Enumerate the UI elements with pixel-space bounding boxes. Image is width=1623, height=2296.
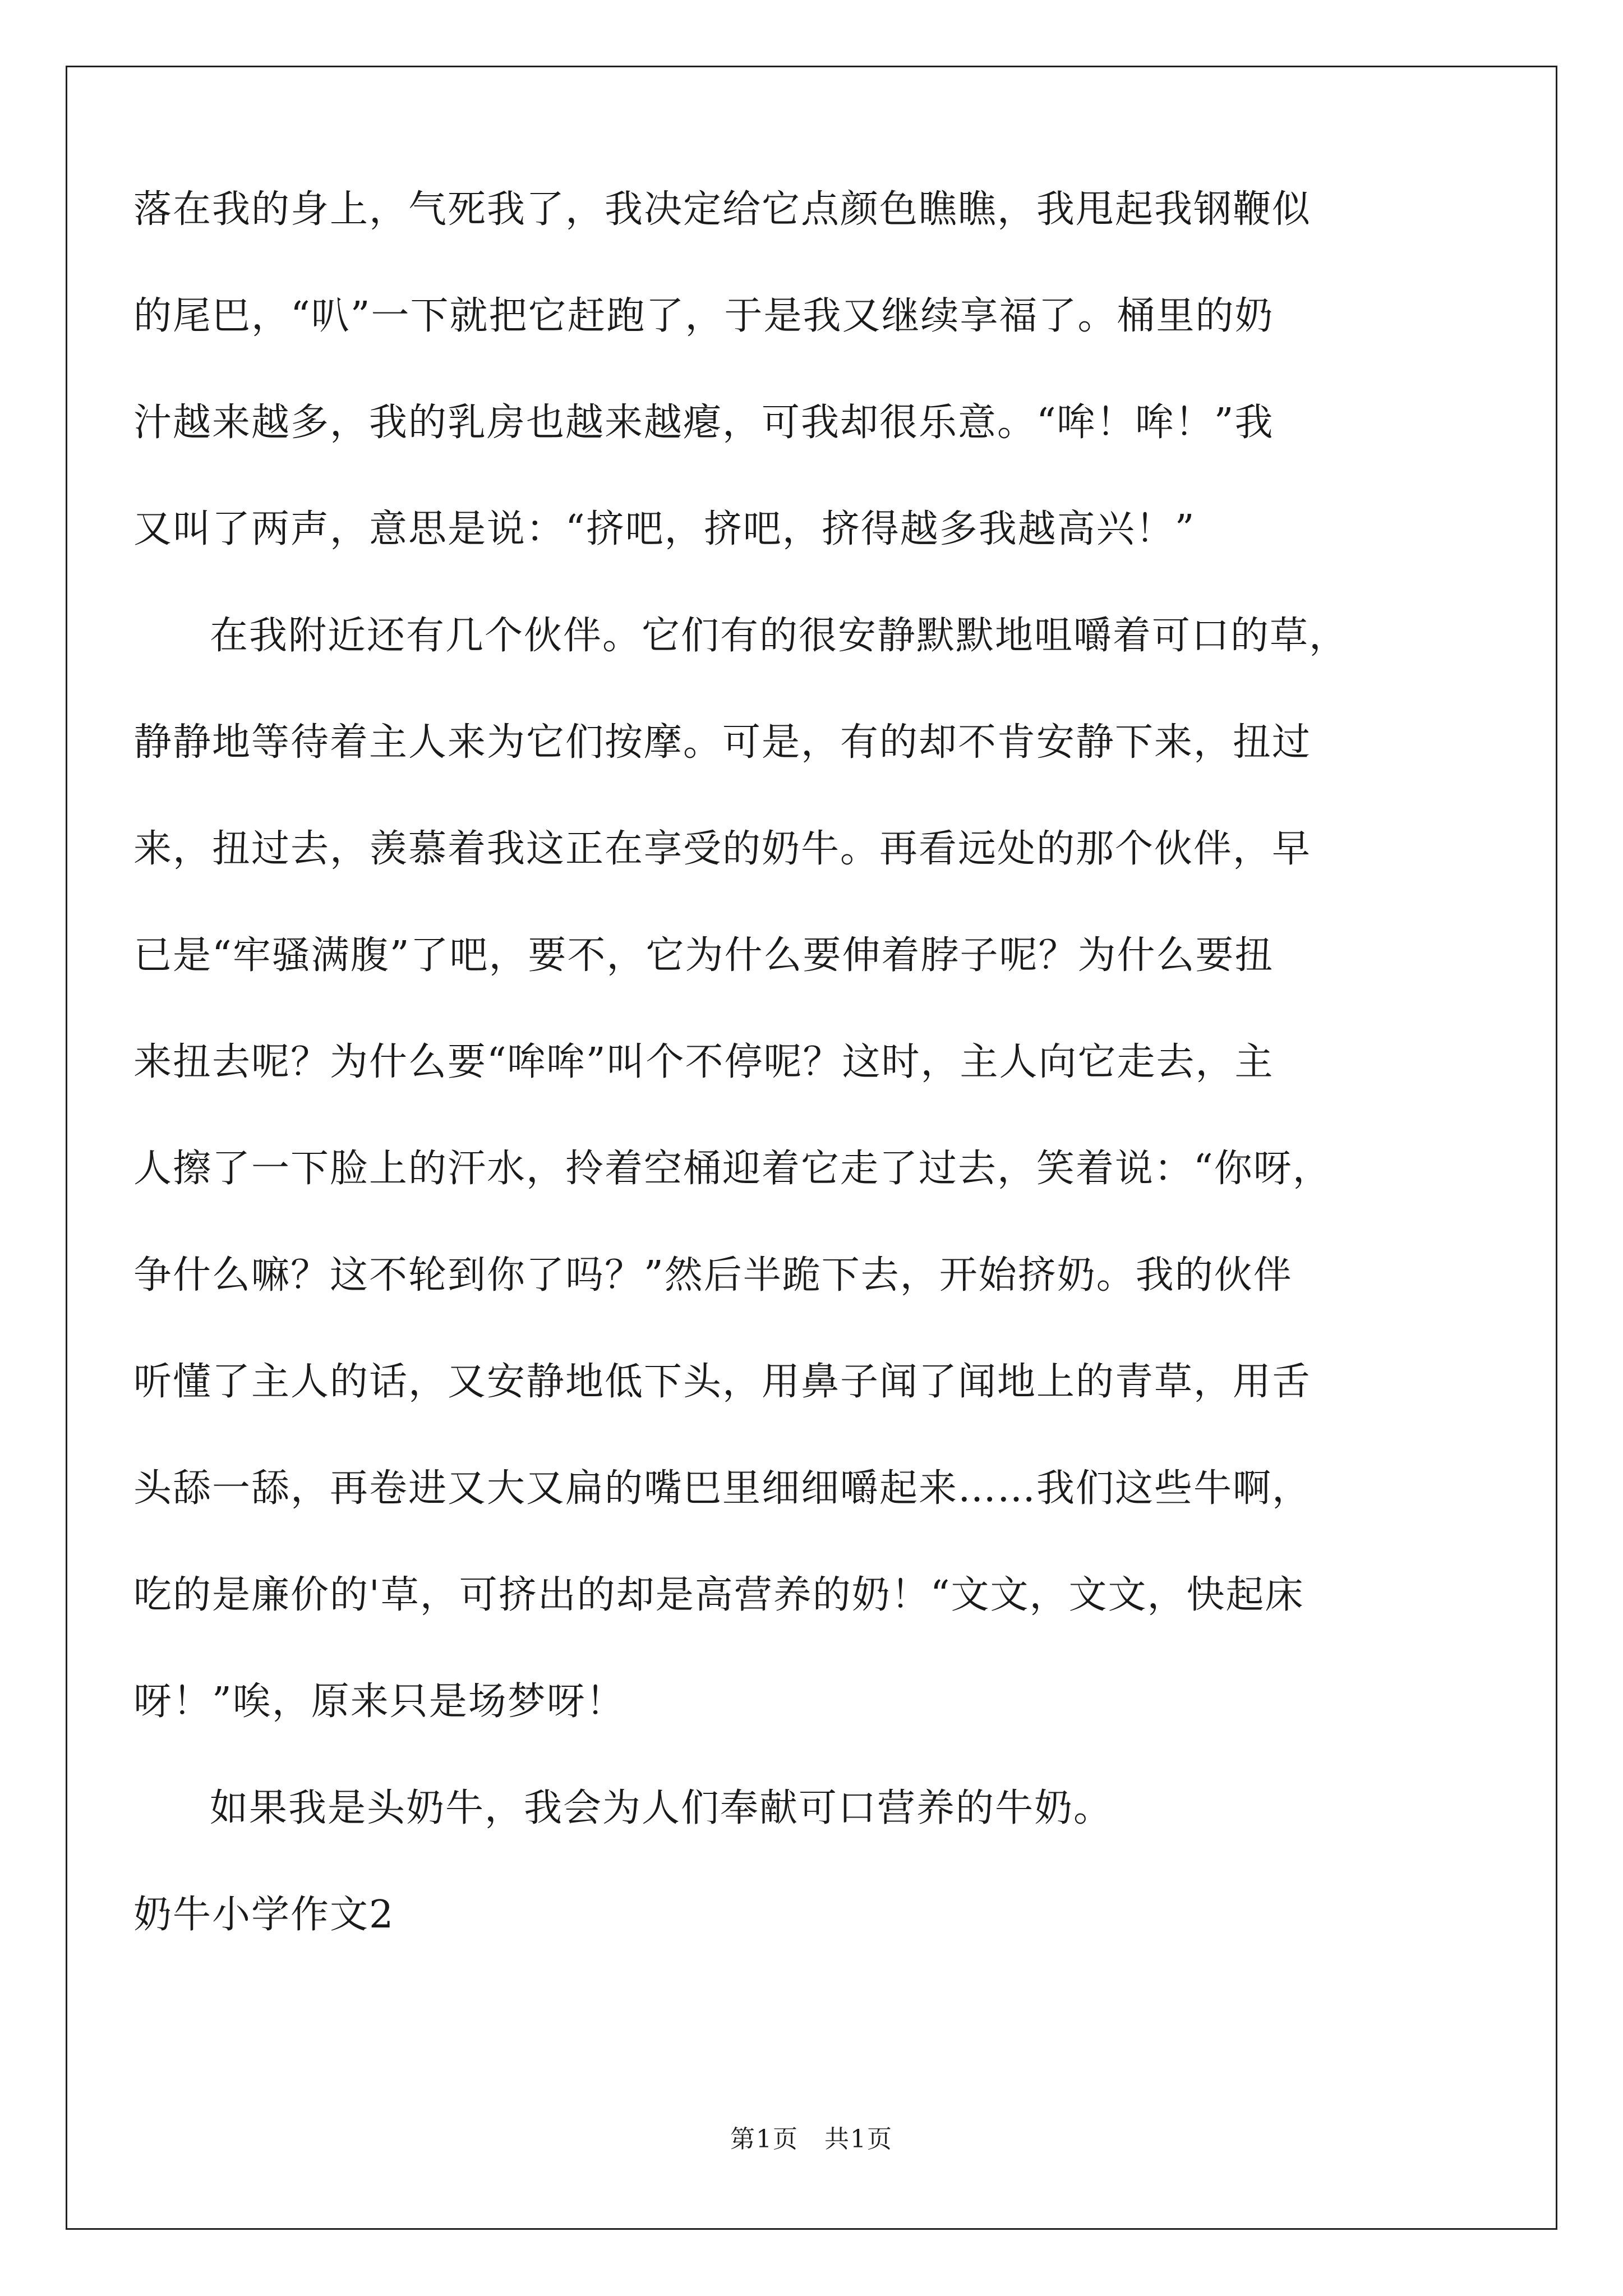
paragraph-start-line: 在我附近还有几个伙伴。它们有的很安静默默地咀嚼着可口的草， xyxy=(210,614,1349,658)
section-heading: 奶牛小学作文2 xyxy=(133,1893,395,1937)
text-line: 又叫了两声，意思是说：“挤吧，挤吧，挤得越多我越高兴！” xyxy=(133,507,1196,551)
text-line: 呀！”唉，原来只是场梦呀！ xyxy=(133,1680,625,1724)
text-line: 静静地等待着主人来为它们按摩。可是，有的却不肯安静下来，扭过 xyxy=(133,720,1312,765)
text-line: 来，扭过去，羡慕着我这正在享受的奶牛。再看远处的那个伙伴，早 xyxy=(133,827,1312,871)
text-line: 的尾巴，“叭”一下就把它赶跑了，于是我又继续享福了。桶里的奶 xyxy=(133,294,1274,338)
text-line: 争什么嘛？这不轮到你了吗？”然后半跪下去，开始挤奶。我的伙伴 xyxy=(133,1253,1293,1297)
text-line: 人擦了一下脸上的汗水，拎着空桶迎着它走了过去，笑着说：“你呀， xyxy=(133,1147,1332,1191)
paragraph-start-line: 如果我是头奶牛，我会为人们奉献可口营养的牛奶。 xyxy=(210,1786,1113,1830)
text-line: 吃的是廉价的'草，可挤出的却是高营养的奶！“文文，文文，快起床 xyxy=(133,1573,1304,1617)
text-line: 听懂了主人的话，又安静地低下头，用鼻子闻了闻地上的青草，用舌 xyxy=(133,1360,1312,1404)
document-body xyxy=(133,187,1477,2003)
text-line: 汁越来越多，我的乳房也越来越瘪，可我却很乐意。“哞！哞！”我 xyxy=(133,401,1274,445)
text-line: 已是“牢骚满腹”了吧，要不，它为什么要伸着脖子呢？为什么要扭 xyxy=(133,933,1274,978)
text-line: 头舔一舔，再卷进又大又扁的嘴巴里细细嚼起来……我们这些牛啊， xyxy=(133,1466,1312,1511)
text-line: 来扭去呢？为什么要“哞哞”叫个不停呢？这时，主人向它走去，主 xyxy=(133,1040,1274,1084)
text-line: 落在我的身上，气死我了，我决定给它点颜色瞧瞧，我甩起我钢鞭似 xyxy=(133,187,1312,232)
page-number-footer: 第1页 共1页 xyxy=(730,2125,893,2154)
